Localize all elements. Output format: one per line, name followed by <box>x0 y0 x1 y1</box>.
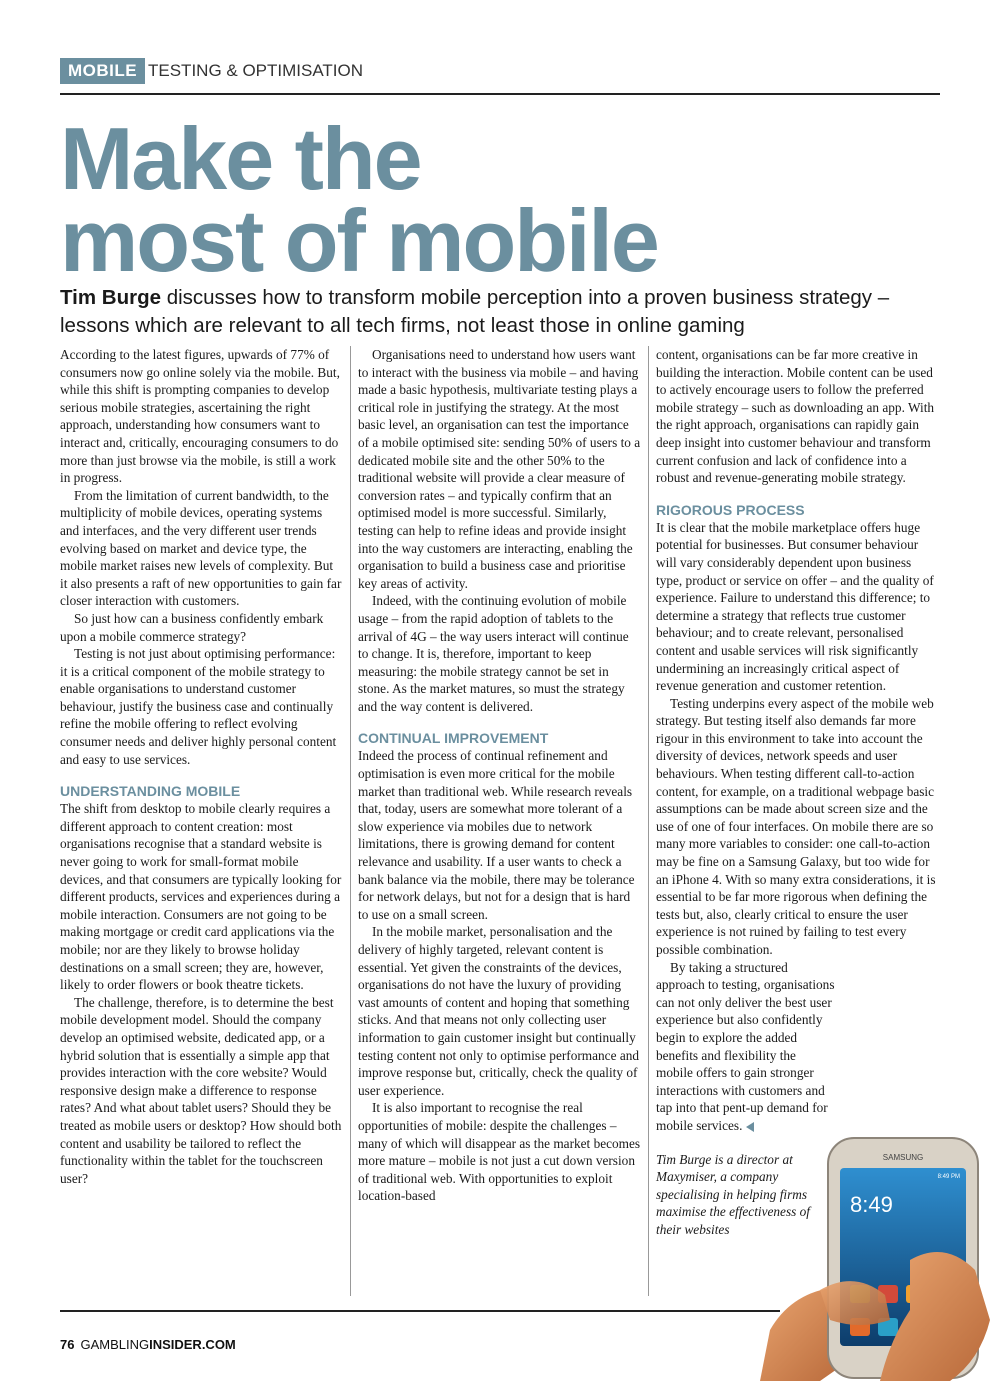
body-paragraph: Indeed the process of continual refinement and optimisation is even more critical for the mobile market than traditional web. While research reveals that, today, users are somewhat more tolerant of a slow experience via mobiles due to network limitations, there is growing demand for content relevance and usability. If a user wants to check a bank balance via the mobile, there may be tolerance for network delays, but not for a design that is hard to use on a small screen. <box>358 748 635 922</box>
body-paragraph: content, organisations can be far more creative in building the interaction. Mobile content can be used to actively encourage users to follow the preferred mobile strategy – such as downloading an app. With the right approach, organisations can rapidly gain deep insight into customer behaviour and transform current confusion and lack of confidence into a robust and revenue-generating mobile strategy. <box>656 347 935 486</box>
column-3 <box>656 346 940 1239</box>
footer-rule <box>60 1310 780 1312</box>
phone-brand-label: SAMSUNG <box>882 1153 924 1162</box>
section-subtitle: TESTING & OPTIMISATION <box>148 61 364 80</box>
column-2 <box>358 346 642 1205</box>
page-header <box>60 58 940 86</box>
phone-clock: 8:49 <box>850 1192 893 1217</box>
end-mark-icon <box>746 1122 754 1132</box>
body-paragraph: Testing underpins every aspect of the mobile web strategy. But testing itself also demands far more rigour in this environment to take into account the diversity of devices, network speeds and user behaviours. When testing different call-to-action content, for example, on a traditional webpage basic assumptions can be made about screen size and the use of one of four interfaces. On mobile there are so many more variables to consider: one call-to-action may be fine on a Samsung Galaxy, but too wide for an iPhone 4. With so many extra considerations, it is essential to be far more rigorous when defining the tests but, also, clearly critical to ensure the user experience is not ruined by failing to test every possible combination. <box>656 695 936 957</box>
closing-text: By taking a structured approach to testing, organisations can not only deliver the best user experience but also confidently begin to explore the added benefits and flexibility the mobile offers to gain stronger interactions with customers and tap into that pent-up demand for mobile services. <box>656 959 835 1133</box>
author-name: Tim Burge <box>60 286 161 309</box>
standfirst <box>60 284 940 340</box>
body-paragraph: Organisations need to understand how users want to interact with the business via mobile – and having made a basic hypothesis, multivariate testing plays a critical role in justifying the strategy. At the most basic level, an organisation can test the importance of a mobile optimised site: sending 50% of users to a dedicated mobile site and the other 50% to the traditional website will provide a clear measure of conversion rates – and typically confirm that an optimised model is more successful. Similarly, testing can help to refine ideas and provide insight into the way customers are interacting, enabling the organisation to build a business case and prioritise key areas of activity. <box>358 347 641 591</box>
section-tag: MOBILE <box>60 58 145 84</box>
phone-status-time: 8:49 PM <box>937 1174 960 1180</box>
body-paragraph: So just how can a business confidently embark upon a mobile commerce strategy? <box>60 610 324 644</box>
body-paragraph: It is also important to recognise the real opportunities of mobile: despite the challenges – many of which will disappear as the market becomes more mature – mobile is not just a cut down version of traditional web. With opportunities to exploit location-based <box>358 1100 641 1204</box>
body-paragraph: According to the latest figures, upwards of 77% of consumers now go online solely via the mobile. But, while this shift is prompting companies to develop serious mobile strategies, ascertaining the right approach, understanding how consumers want to interact and, critically, encouraging consumers to do more than just browse via the mobile, is still a work in progress. <box>60 347 340 486</box>
hand-holding-phone-photo <box>760 1120 1000 1381</box>
body-paragraph <box>656 959 836 1135</box>
site-name-light: GAMBLING <box>80 1337 150 1352</box>
page-number: 76 <box>60 1337 75 1352</box>
body-paragraph: The challenge, therefore, is to determine the best mobile development model. Should the company develop an optimised website, dedicated app, or a hybrid solution that is essentially a simple app that provides interaction with the core website? Would responsive design make a difference to response rates? And what about tablet users? Should they be treated as mobile users or desktop? How should both content and usability be tailored to reflect the functionality within the tablet for the touchscreen user? <box>60 994 342 1186</box>
column-divider <box>648 346 649 1296</box>
page-footer <box>60 1337 236 1352</box>
headline-line-1: Make the <box>60 109 421 208</box>
body-paragraph: Indeed, with the continuing evolution of mobile usage – from the rapid adoption of tablets to the arrival of 4G – the way users interact will continue to change. It is, therefore, important to keep measuring: the mobile strategy cannot be set in stone. As the market matures, so must the strategy and the way content is delivered. <box>358 593 629 714</box>
headline-line-2: most of mobile <box>60 191 658 290</box>
standfirst-text: discusses how to transform mobile perception into a proven business strategy – lessons which are relevant to all tech firms, not least those in online gaming <box>60 286 890 337</box>
body-paragraph: In the mobile market, personalisation and the delivery of highly targeted, relevant content is essential. Yet given the constraints of the devices, organisations do not have the luxury of providing vast amounts of content and hoping that something sticks. And that means not only collecting user information to gain customer insight but continually testing content not only to optimise performance and improve response but, critically, check the quality of user experience. <box>358 924 640 1098</box>
body-paragraph: The shift from desktop to mobile clearly requires a different approach to content creation: most organisations recognise that a standard website is never going to work for small-format mobile devices, and that consumers are typically looking for different products, services and experiences during a mobile interaction. Consumers are not going to be making mortgage or credit card applications via the mobile; nor are they likely to browse holiday destinations on a small screen; they are, however, likely to order flowers or book theatre tickets. <box>60 801 342 993</box>
headline <box>60 109 940 290</box>
body-paragraph: Testing is not just about optimising performance: it is a critical component of the mobile strategy to enable organisations to understand customer behaviour, justify the business case and continually refine the mobile offering to reflect evolving consumer needs and deliver highly personal content and easy to use services. <box>60 646 337 767</box>
column-1 <box>60 346 343 1187</box>
header-rule <box>60 93 940 95</box>
subheading-understanding-mobile: UNDERSTANDING MOBILE <box>60 783 241 800</box>
subheading-rigorous-process: RIGOROUS PROCESS <box>656 501 805 518</box>
body-paragraph: From the limitation of current bandwidth, to the multiplicity of mobile devices, operating systems and interfaces, and the very different user trends evolving based on market and device type, the mobile market raises new levels of complexity. But it also presents a raft of new opportunities to gain far closer interaction with customers. <box>60 487 342 609</box>
body-paragraph: It is clear that the mobile marketplace offers huge potential for businesses. But consumer behaviour will vary considerably dependent upon business type, product or service on offer – and the quality of experience. Failure to understand this difference; to determine a strategy that reflects true customer behaviour; and to create relevant, personalised content and usable services will risk significantly undermining an increasingly critical aspect of revenue generation and customer retention. <box>656 519 934 694</box>
subheading-continual-improvement: CONTINUAL IMPROVEMENT <box>358 730 549 747</box>
author-bio: Tim Burge is a director at Maxymiser, a company specialising in helping firms maximise the effectiveness of their websites <box>656 1151 810 1237</box>
column-divider <box>350 346 351 1296</box>
site-name-bold: INSIDER.COM <box>149 1337 236 1352</box>
